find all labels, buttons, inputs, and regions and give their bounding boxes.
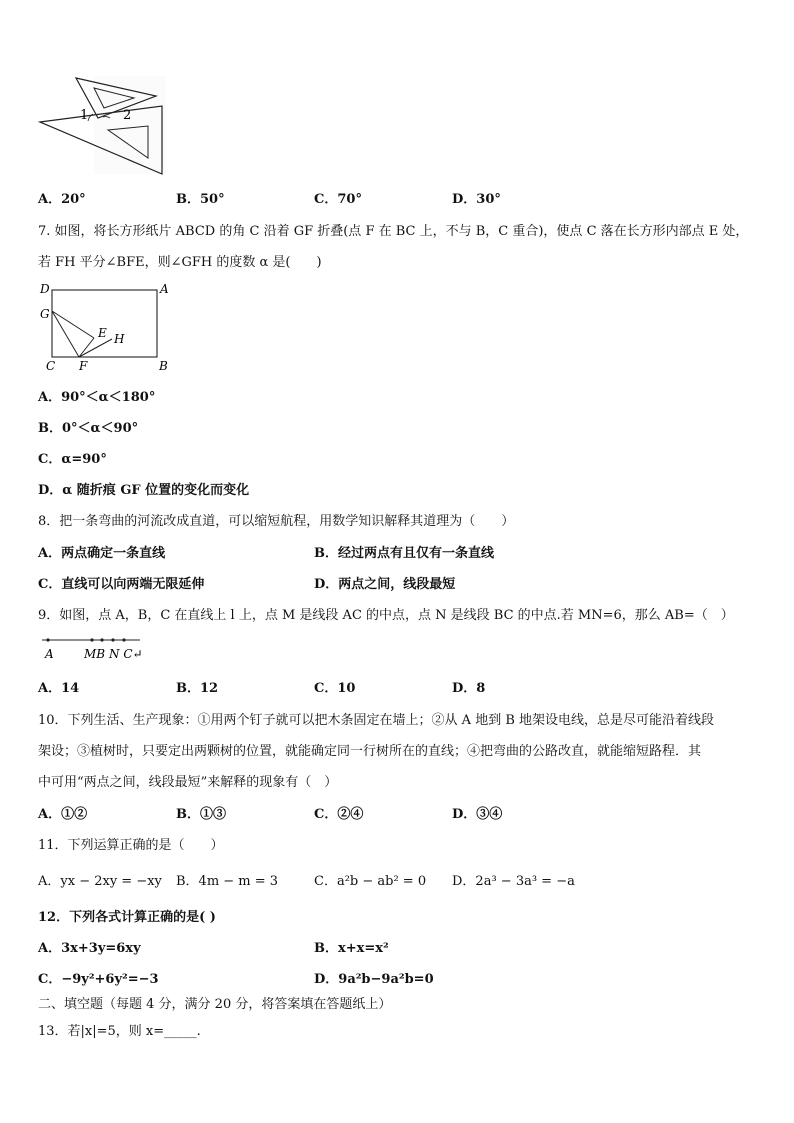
section-heading: 二、填空题（每题 4 分，满分 20 分，将答案填在答题纸上）	[38, 997, 392, 1012]
q9-stem: 9．如图，点 A，B，C 在直线上 l 上，点 M 是线段 AC 的中点，点 N 是线段 BC 的中点.若 MN=6，那么 AB=（ ）	[38, 608, 734, 623]
q11-option-d: D．2a³ − 3a³ = −a	[452, 874, 575, 889]
q8-option-c: C．直线可以向两端无限延伸	[38, 577, 205, 592]
q10-option-c: C．②④	[314, 807, 364, 822]
point-f-label: F	[79, 359, 88, 373]
q7-option-c: C．α=90°	[38, 452, 107, 467]
q7-stem-line-1: 7. 如图，将长方形纸片 ABCD 的角 C 沿着 GF 折叠(点 F 在 BC 上，不与 B，C 重合)，使点 C 落在长方形内部点 E 处，	[38, 224, 749, 239]
point-a-label: A	[160, 282, 169, 296]
points-nc-label: N C↵	[109, 647, 143, 661]
q6-option-d: D．30°	[452, 192, 501, 207]
q11-option-a: A．yx − 2xy = −xy	[38, 874, 162, 889]
q7-option-d: D．α 随折痕 GF 位置的变化而变化	[38, 483, 250, 498]
q6-option-a: A．20°	[38, 192, 86, 207]
q7-option-b: B．0°＜α＜90°	[38, 421, 139, 436]
set-squares-figure	[36, 74, 168, 178]
points-mb-label: MB	[84, 647, 106, 661]
point-d-label: D	[40, 282, 50, 296]
q9-option-c: C．10	[314, 681, 356, 696]
q12-option-c: C．−9y²+6y²=−3	[38, 972, 159, 987]
q8-option-d: D．两点之间，线段最短	[314, 577, 456, 592]
q7-stem-line-2: 若 FH 平分∠BFE，则∠GFH 的度数 α 是( )	[38, 255, 322, 270]
q12-option-b: B．x+x=x²	[314, 941, 389, 956]
point-b-label: B	[159, 359, 168, 373]
q12-option-d: D．9a²b−9a²b=0	[314, 972, 434, 987]
q9-option-d: D．8	[452, 681, 486, 696]
q10-option-a: A．①②	[38, 807, 88, 822]
q11-option-b: B．4m − m = 3	[176, 874, 279, 889]
q10-option-d: D．③④	[452, 807, 503, 822]
point-g-label: G	[40, 307, 50, 321]
q8-stem: 8．把一条弯曲的河流改成直道，可以缩短航程，用数学知识解释其道理为（ ）	[38, 514, 515, 529]
q10-stem-line-2: 架设；③植树时，只要定出两颗树的位置，就能确定同一行树所在的直线；④把弯曲的公路改直，就能缩短路程．其	[38, 744, 702, 759]
q6-option-c: C．70°	[314, 192, 362, 207]
q10-stem-line-1: 10．下列生活、生产现象：①用两个钉子就可以把木条固定在墙上；②从 A 地到 B 地架设电线，总是尽可能沿着线段	[38, 713, 715, 728]
q8-option-b: B．经过两点有且仅有一条直线	[314, 546, 494, 561]
q9-option-b: B．12	[176, 681, 219, 696]
q12-stem: 12．下列各式计算正确的是( )	[38, 910, 216, 925]
q10-option-b: B．①③	[176, 807, 226, 822]
q12-option-a: A．3x+3y=6xy	[38, 941, 141, 956]
q13-stem: 13．若|x|=5，则 x=_____.	[38, 1024, 201, 1039]
q6-option-b: B．50°	[176, 192, 225, 207]
point-e-label: E	[98, 326, 107, 340]
rectangle-fold-figure	[36, 280, 176, 374]
q11-stem: 11．下列运算正确的是（ ）	[38, 838, 224, 853]
point-h-label: H	[114, 332, 125, 346]
q8-option-a: A．两点确定一条直线	[38, 546, 166, 561]
number-line-figure	[40, 632, 150, 662]
q10-stem-line-3: 中可用“两点之间，线段最短”来解释的现象有（ ）	[38, 775, 338, 790]
q9-option-a: A．14	[38, 681, 80, 696]
angle-2-label: 2	[123, 108, 132, 123]
q7-option-a: A．90°＜α＜180°	[38, 390, 156, 405]
angle-1-label: 1	[80, 108, 89, 123]
point-c-label: C	[46, 359, 56, 373]
q11-option-c: C．a²b − ab² = 0	[314, 874, 427, 889]
point-a-label: A	[45, 647, 54, 661]
